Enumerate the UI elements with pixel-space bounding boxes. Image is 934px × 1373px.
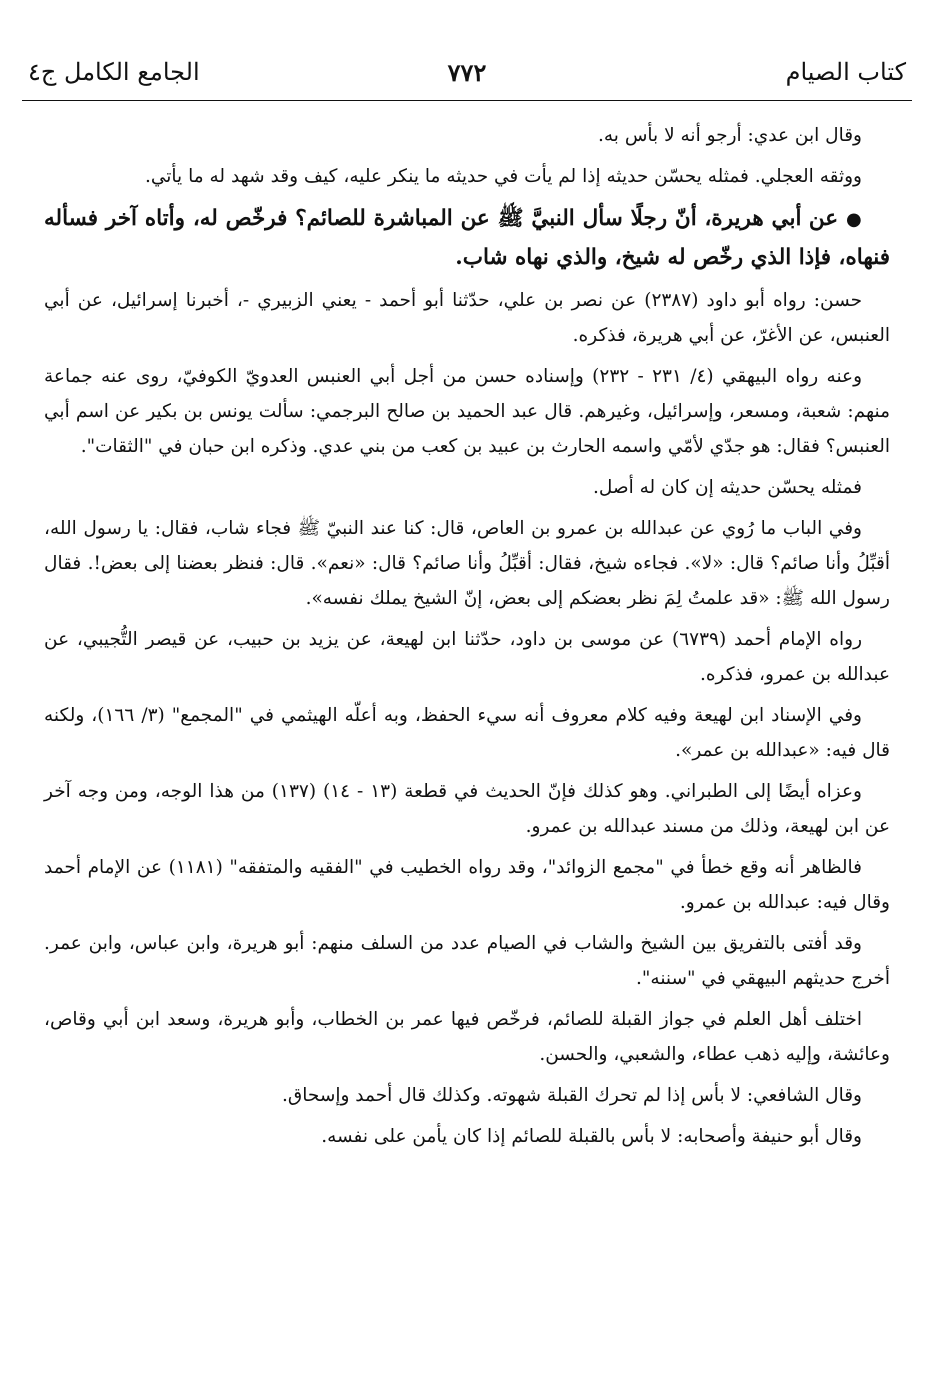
paragraph: اختلف أهل العلم في جواز القبلة للصائم، فرخّص فيها عمر بن الخطاب، وأبو هريرة، وسعد ابن أبي وقاص، وعائشة، وإليه ذهب عطاء، والشعبي، والحسن. [44, 1009, 890, 1065]
paragraph: وعزاه أيضًا إلى الطبراني. وهو كذلك فإنّ الحديث في قطعة (١٣ - ١٤) (١٣٧) من هذا الوجه، ومن وجه آخر عن ابن لهيعة، وذلك من مسند عبدالله بن عمرو. [44, 781, 890, 837]
page-number: ٧٧٢ [447, 58, 487, 87]
paragraph: وعنه رواه البيهقي (٤/ ٢٣١ - ٢٣٢) وإسناده حسن من أجل أبي العنبس العدويّ الكوفيّ، روى عنه جماعة منهم: شعبة، ومسعر، وإسرائيل، وغيرهم. قال عبد الحميد بن صالح البرجمي: سألت يونس بن بكير عن اسم أبي العنبس؟ فقال: هو جدّي لأمّي واسمه الحارث بن عبيد بن كعب من بني عدي. وذكره ابن حبان في "الثقات". [44, 366, 890, 457]
paragraph: وقال الشافعي: لا بأس إذا لم تحرك القبلة شهوته. وكذلك قال أحمد وإسحاق. [282, 1085, 862, 1106]
paragraph: وقد أفتى بالتفريق بين الشيخ والشاب في الصيام عدد من السلف منهم: أبو هريرة، وابن عباس، وابن عمر. أخرج حديثهم البيهقي في "سننه". [44, 933, 890, 989]
paragraph: وفي الإسناد ابن لهيعة وفيه كلام معروف أنه سيء الحفظ، وبه أعلّه الهيثمي في "المجمع" (٣/ ١٦٦)، ولكنه قال فيه: «عبدالله بن عمر». [44, 705, 890, 761]
hadith-text: عن أبي هريرة، أنّ رجلًا سأل النبيَّ ﷺ عن المباشرة للصائم؟ فرخّص له، وأتاه آخر فسأله فنهاه، فإذا الذي رخّص له شيخ، والذي نهاه شاب. [44, 206, 890, 270]
chapter-title: كتاب الصيام [785, 58, 906, 86]
paragraph: وفي الباب ما رُوي عن عبدالله بن عمرو بن العاص، قال: كنا عند النبيّ ﷺ فجاء شاب، فقال: يا رسول الله، أقبِّلُ وأنا صائم؟ قال: «لا». فجاءه شيخ، فقال: أقبِّلُ وأنا صائم؟ قال: «نعم». قال: فنظر بعضنا إلى بعض!. فقال رسول الله ﷺ: «قد علمتُ لِمَ نظر بعضكم إلى بعض، إنّ الشيخ يملك نفسه». [44, 518, 890, 609]
hadith-paragraph [44, 200, 890, 277]
paragraph: فمثله يحسّن حديثه إن كان له أصل. [593, 477, 862, 498]
paragraph: وقال ابن عدي: أرجو أنه لا بأس به. [598, 125, 862, 146]
page-body [44, 118, 890, 1160]
paragraph: ووثقه العجلي. فمثله يحسّن حديثه إذا لم يأت في حديثه ما ينكر عليه، كيف وقد شهد له ما يأتي. [144, 166, 862, 187]
paragraph: وقال أبو حنيفة وأصحابه: لا بأس بالقبلة للصائم إذا كان يأمن على نفسه. [321, 1126, 862, 1147]
page-header [22, 52, 912, 101]
paragraph: رواه الإمام أحمد (٦٧٣٩) عن موسى بن داود، حدّثنا ابن لهيعة، عن يزيد بن حبيب، عن قيصر التُّجيبي، عن عبدالله بن عمرو، فذكره. [44, 629, 890, 685]
book-title: الجامع الكامل ج٤ [28, 58, 200, 86]
paragraph: حسن: رواه أبو داود (٢٣٨٧) عن نصر بن علي، حدّثنا أبو أحمد - يعني الزبيري -، أخبرنا إسرائيل، عن أبي العنبس، عن الأغرّ، عن أبي هريرة، فذكره. [44, 290, 890, 346]
bullet-icon: ● [845, 209, 862, 230]
paragraph: فالظاهر أنه وقع خطأ في "مجمع الزوائد"، وقد رواه الخطيب في "الفقيه والمتفقه" (١١٨١) عن الإمام أحمد وقال فيه: عبدالله بن عمرو. [44, 857, 890, 913]
